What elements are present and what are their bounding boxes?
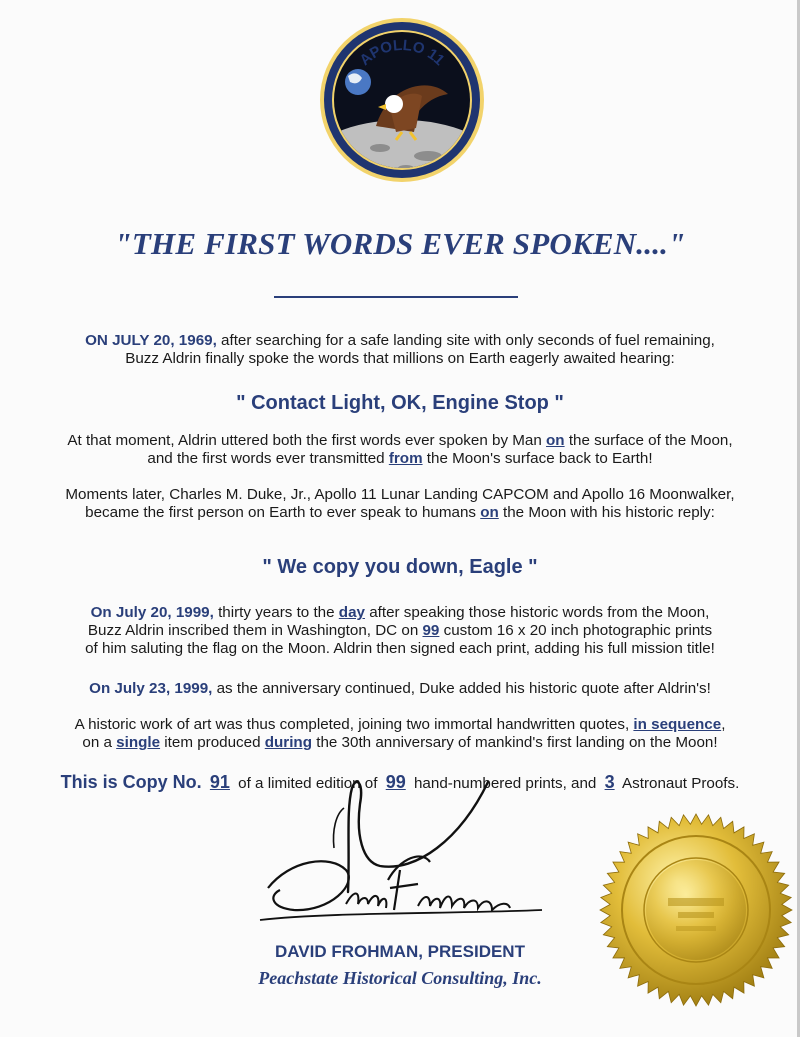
- copy-text-a: of a limited edition of: [238, 775, 378, 792]
- p2-text-c: and the first words ever transmitted: [147, 450, 389, 467]
- paragraph-aldrin-inscription: [24, 604, 776, 658]
- p2-text-d: the Moon's surface back to Earth!: [422, 450, 653, 467]
- p3-text-c: the Moon with his historic reply:: [498, 504, 715, 521]
- p4-text-a: thirty years to the: [213, 604, 339, 621]
- date-1999-july-23: On July 23, 1999,: [89, 680, 213, 697]
- signer-name: DAVID FROHMAN, PRESIDENT: [275, 942, 525, 961]
- p4-text-c: Buzz Aldrin inscribed them in Washington, DC on: [87, 622, 423, 639]
- patch-text: APOLLO 11: [356, 36, 448, 69]
- apollo-11-patch-logo: [318, 16, 486, 184]
- p6-emphasis-during: during: [264, 734, 312, 751]
- title-divider: [274, 296, 518, 298]
- copy-lead: This is Copy No.: [60, 772, 202, 792]
- p5-text-a: as the anniversary continued, Duke added his historic quote after Aldrin's!: [212, 680, 711, 697]
- proof-count: 3: [604, 772, 615, 792]
- p4-emphasis-99: 99: [422, 622, 440, 639]
- page-title: "THE FIRST WORDS EVER SPOKEN....": [114, 226, 686, 261]
- date-1999-july-20: On July 20, 1999,: [90, 604, 214, 621]
- p6-text-c: on a: [82, 734, 117, 751]
- p2-emphasis-on: on: [546, 432, 565, 449]
- p4-text-e: of him saluting the flag on the Moon. Aldrin then signed each print, adding his full mission title!: [85, 640, 715, 657]
- p3-text-a: Moments later, Charles M. Duke, Jr., Apollo 11 Lunar Landing CAPCOM and Apollo 16 Moonwalker,: [65, 486, 735, 503]
- quote-we-copy: " We copy you down, Eagle ": [262, 556, 538, 578]
- p6-emphasis-single: single: [116, 734, 161, 751]
- paragraph-landing: [24, 332, 776, 368]
- paragraph-duke-added: [24, 680, 776, 698]
- p3-text-b: became the first person on Earth to ever speak to humans: [85, 504, 481, 521]
- paragraph-work-of-art: [24, 716, 776, 752]
- frohman-signature: [250, 840, 550, 930]
- paragraph-first-words: [24, 432, 776, 468]
- quote-contact-light: " Contact Light, OK, Engine Stop ": [236, 392, 564, 414]
- p2-text-b: the surface of the Moon,: [564, 432, 733, 449]
- p1-text-2: Buzz Aldrin finally spoke the words that millions on Earth eagerly awaited hearing:: [125, 350, 675, 367]
- p6-text-e: the 30th anniversary of mankind's first landing on the Moon!: [312, 734, 718, 751]
- company-name: Peachstate Historical Consulting, Inc.: [258, 968, 542, 988]
- p6-text-d: item produced: [160, 734, 265, 751]
- p4-emphasis-day: day: [338, 604, 365, 621]
- p2-emphasis-from: from: [388, 450, 423, 467]
- p6-text-a: A historic work of art was thus completed, joining two immortal handwritten quotes,: [74, 716, 634, 733]
- p1-text-1: after searching for a safe landing site with only seconds of fuel remaining,: [216, 332, 715, 349]
- p3-emphasis-on: on: [480, 504, 499, 521]
- p6-emphasis-sequence: in sequence: [633, 716, 722, 733]
- p2-text-a: At that moment, Aldrin uttered both the first words ever spoken by Man: [67, 432, 547, 449]
- p6-text-b: ,: [721, 716, 726, 733]
- copy-number: 91: [209, 772, 230, 792]
- copy-text-c: Astronaut Proofs.: [622, 775, 740, 792]
- copy-text-b: hand-numbered prints, and: [413, 775, 597, 792]
- date-1969: ON JULY 20, 1969,: [85, 332, 217, 349]
- p4-text-d: custom 16 x 20 inch photographic prints: [439, 622, 713, 639]
- p4-text-b: after speaking those historic words from the Moon,: [364, 604, 710, 621]
- edition-total: 99: [385, 772, 406, 792]
- paragraph-duke-reply: [24, 486, 776, 522]
